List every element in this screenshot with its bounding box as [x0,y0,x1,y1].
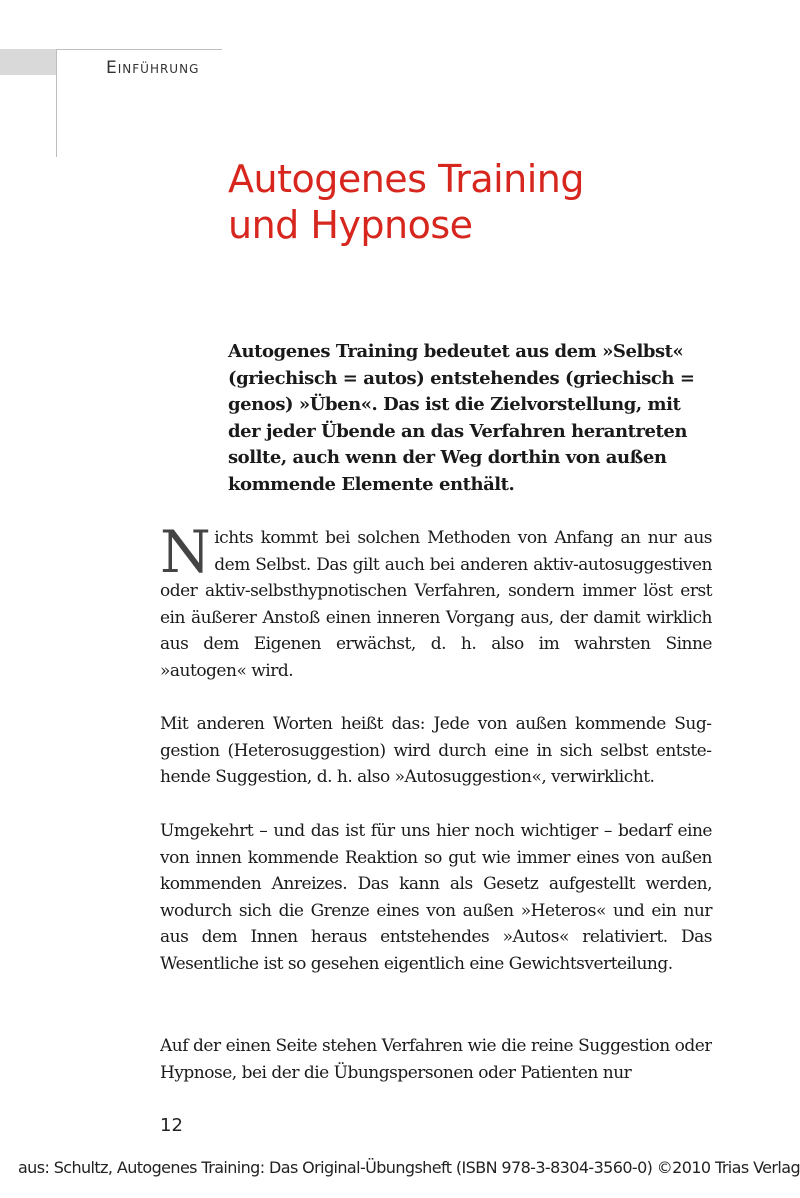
intro-paragraph: Autogenes Training bedeutet aus dem »Selbst« (griechisch = autos) entstehendes (griechisch = genos) »Üben«. Das ist die Zielvorstellung, mit der jeder Übende an das Verfahren herantreten sollte, auch wenn der Weg dorthin von außen kommende Elemente enthält. [228,341,695,495]
header-gray-bar [0,49,57,75]
chapter-title-line2: und Hypnose [228,203,473,247]
body-paragraph-2: Mit anderen Worten heißt das: Jede von außen kommende Suggestion (Heterosuggestion) wird durch eine in sich selbst entstehende Suggestion, d. h. also »Autosuggestion«, verwirklicht. [160,714,712,788]
section-label: Einführung [106,58,200,78]
drop-cap: N [160,518,211,586]
body-paragraph-4: Auf der einen Seite stehen Verfahren wie die reine Suggestion oder Hypnose, bei der die Übungspersonen oder Patienten nur [160,1036,712,1083]
footer-credit: aus: Schultz, Autogenes Training: Das Original-Übungsheft (ISBN 978-3-8304-3560-0) ©2010 Trias Verlag [17,1158,800,1177]
body-paragraph-1 [160,518,712,685]
margin-rule [56,49,57,157]
body-paragraph-1-text: ichts kommt bei solchen Methoden von Anfang an nur aus dem Selbst. Das gilt auch bei anderen aktiv-autosuggestiven oder aktiv-selbsthypnotischen Verfahren, sondern immer löst erst ein äußerer Anstoß einen inneren Vorgang aus, der damit wirklich aus dem Eigenen erwächst, d. h. also im wahrsten Sinne »autogen« wird. [160,528,712,681]
page-number: 12 [160,1115,183,1136]
chapter-title [228,156,584,248]
chapter-title-line1: Autogenes Training [228,157,585,201]
header-rule [57,49,222,50]
body-paragraph-3: Umgekehrt – und das ist für uns hier noch wichtiger – bedarf eine von innen kommende Reaktion so gut wie immer eines von außen kommenden Anreizes. Das kann als Gesetz aufgestellt werden, wodurch sich die Grenze eines von außen »Heteros« und ein nur aus dem Innen heraus entstehendes »Autos« relativiert. Das Wesentliche ist so gesehen eigentlich eine Gewichtsverteilung. [160,821,712,974]
